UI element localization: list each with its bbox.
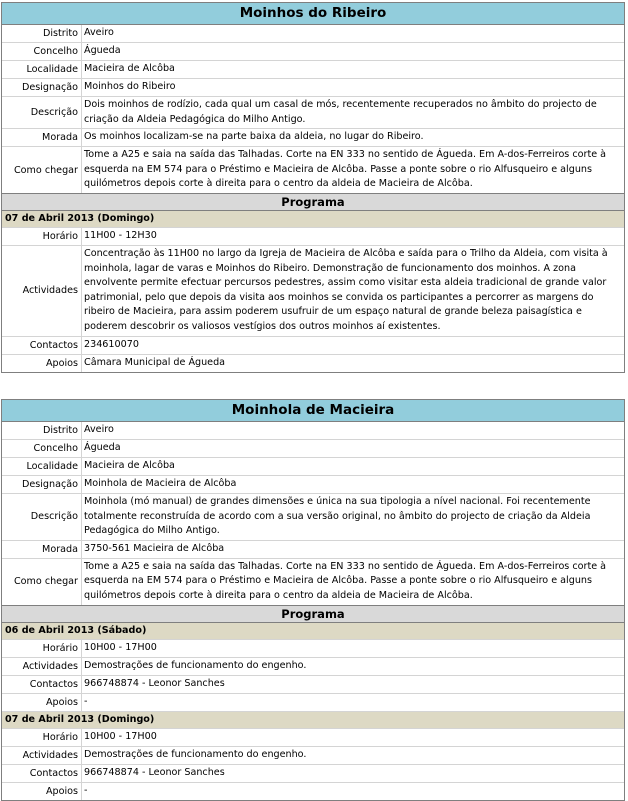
field-value: Moinhola de Macieira de Alcôba (84, 478, 237, 489)
event-card-moinhola-macieira (1, 399, 625, 801)
field-label: Concelho (2, 43, 82, 60)
field-designacao (2, 79, 624, 97)
field-localidade (2, 61, 624, 79)
field-concelho (2, 43, 624, 61)
field-value: Moinhola (mó manual) de grandes dimensões e única na sua tipologia a nível nacional. Foi recentemente totalmente reconstruída de acordo com a sua versão original, no âmbito do projecto de criação da Aldeia Pedagógica do Milho Antigo. (84, 496, 591, 537)
field-label: Morada (2, 129, 82, 146)
field-descricao (2, 97, 624, 129)
field-value: Aveiro (84, 27, 114, 38)
field-actividades (2, 246, 624, 337)
field-horario (2, 729, 624, 747)
program-date: 07 de Abril 2013 (Domingo) (2, 712, 624, 729)
field-label: Horário (2, 228, 82, 245)
field-label: Localidade (2, 61, 82, 78)
field-actividades (2, 658, 624, 676)
field-value: Tome a A25 e saia na saída das Talhadas. Corte na EN 333 no sentido de Águeda. Em A-dos-Ferreiros corte à esquerda na EM 574 para o Préstimo e Macieira de Alcôba. Passe a ponte sobre o rio Alfusqueiro e alguns quilómetros depois corte à direita para o centro da aldeia de Macieira de Alcôba. (84, 560, 607, 601)
field-contactos (2, 676, 624, 694)
field-value: Águeda (84, 442, 121, 453)
field-label: Descrição (2, 494, 82, 540)
field-morada (2, 541, 624, 559)
field-value: 10H00 - 17H00 (84, 730, 157, 742)
field-apoios (2, 694, 624, 712)
field-label: Concelho (2, 440, 82, 457)
field-value: Dois moinhos de rodízio, cada qual um casal de mós, recentemente recuperados no âmbito do projecto de criação da Aldeia Pedagógica do Milho Antigo. (84, 99, 597, 125)
field-value: Macieira de Alcôba (84, 63, 175, 74)
field-contactos (2, 337, 624, 355)
field-label: Como chegar (2, 147, 82, 193)
field-localidade (2, 458, 624, 476)
field-label: Designação (2, 476, 82, 493)
field-value: 966748874 - Leonor Sanches (84, 677, 225, 689)
program-header: Programa (2, 605, 624, 623)
field-value: Demostrações de funcionamento do engenho. (84, 748, 307, 760)
field-horario (2, 640, 624, 658)
field-morada (2, 129, 624, 147)
field-distrito (2, 422, 624, 440)
card-title: Moinhos do Ribeiro (2, 3, 624, 25)
field-label: Contactos (2, 337, 82, 354)
field-value: Aveiro (84, 424, 114, 435)
field-label: Horário (2, 729, 82, 746)
field-actividades (2, 747, 624, 765)
field-label: Actividades (2, 658, 82, 675)
field-value: Os moinhos localizam-se na parte baixa da aldeia, no lugar do Ribeiro. (84, 131, 424, 143)
field-label: Actividades (2, 747, 82, 764)
field-value: Tome a A25 e saia na saída das Talhadas. Corte na EN 333 no sentido de Águeda. Em A-dos-Ferreiros corte à esquerda na EM 574 para o Préstimo e Macieira de Alcôba. Passe a ponte sobre o rio Alfusqueiro e alguns quilómetros depois corte à direita para o centro da aldeia de Macieira de Alcôba. (84, 149, 607, 190)
field-label: Localidade (2, 458, 82, 475)
field-label: Morada (2, 541, 82, 558)
field-label: Descrição (2, 97, 82, 128)
field-value: - (84, 784, 88, 796)
field-label: Distrito (2, 422, 82, 439)
field-value: Câmara Municipal de Águeda (84, 356, 226, 368)
field-label: Actividades (2, 246, 82, 336)
field-como-chegar (2, 147, 624, 193)
field-descricao (2, 494, 624, 541)
field-concelho (2, 440, 624, 458)
field-value: - (84, 695, 88, 707)
field-label: Como chegar (2, 559, 82, 605)
field-label: Apoios (2, 783, 82, 800)
field-apoios (2, 355, 624, 372)
field-value: 11H00 - 12H30 (84, 229, 157, 241)
field-apoios (2, 783, 624, 800)
field-label: Apoios (2, 694, 82, 711)
field-value: 966748874 - Leonor Sanches (84, 766, 225, 778)
field-designacao (2, 476, 624, 494)
field-label: Distrito (2, 25, 82, 42)
field-value: 3750-561 Macieira de Alcôba (84, 542, 225, 554)
field-label: Contactos (2, 676, 82, 693)
field-contactos (2, 765, 624, 783)
field-value: Águeda (84, 45, 121, 56)
card-title: Moinhola de Macieira (2, 400, 624, 422)
program-header: Programa (2, 193, 624, 211)
field-value: Macieira de Alcôba (84, 460, 175, 471)
field-horario (2, 228, 624, 246)
program-date: 06 de Abril 2013 (Sábado) (2, 623, 624, 640)
event-card-moinhos-ribeiro (1, 2, 625, 373)
field-value: 234610070 (84, 338, 139, 350)
field-label: Horário (2, 640, 82, 657)
field-value: Moinhos do Ribeiro (84, 81, 176, 92)
field-label: Contactos (2, 765, 82, 782)
field-value: Concentração às 11H00 no largo da Igreja de Macieira de Alcôba e saída para o Trilho da Aldeia, com visita à moinhola, lagar de varas e Moinhos do Ribeiro. Demonstração de funcionamento dos moinhos. A zona envolvente permite efectuar percursos pedestres, assim como visitar esta aldeia tradicional de grande valor patrimonial, pelo que depois da visita aos moinhos se convida os participantes a percorrer as margens do ribeiro de Macieira, para assim poderem usufruir de um espaço natural de grande beleza paisagística e poderem descobrir os valiosos vestígios dos outros moinhos aí existentes. (84, 247, 608, 332)
field-como-chegar (2, 559, 624, 605)
field-label: Apoios (2, 355, 82, 372)
field-label: Designação (2, 79, 82, 96)
field-value: Demostrações de funcionamento do engenho. (84, 659, 307, 671)
program-date: 07 de Abril 2013 (Domingo) (2, 211, 624, 228)
field-value: 10H00 - 17H00 (84, 641, 157, 653)
field-distrito (2, 25, 624, 43)
